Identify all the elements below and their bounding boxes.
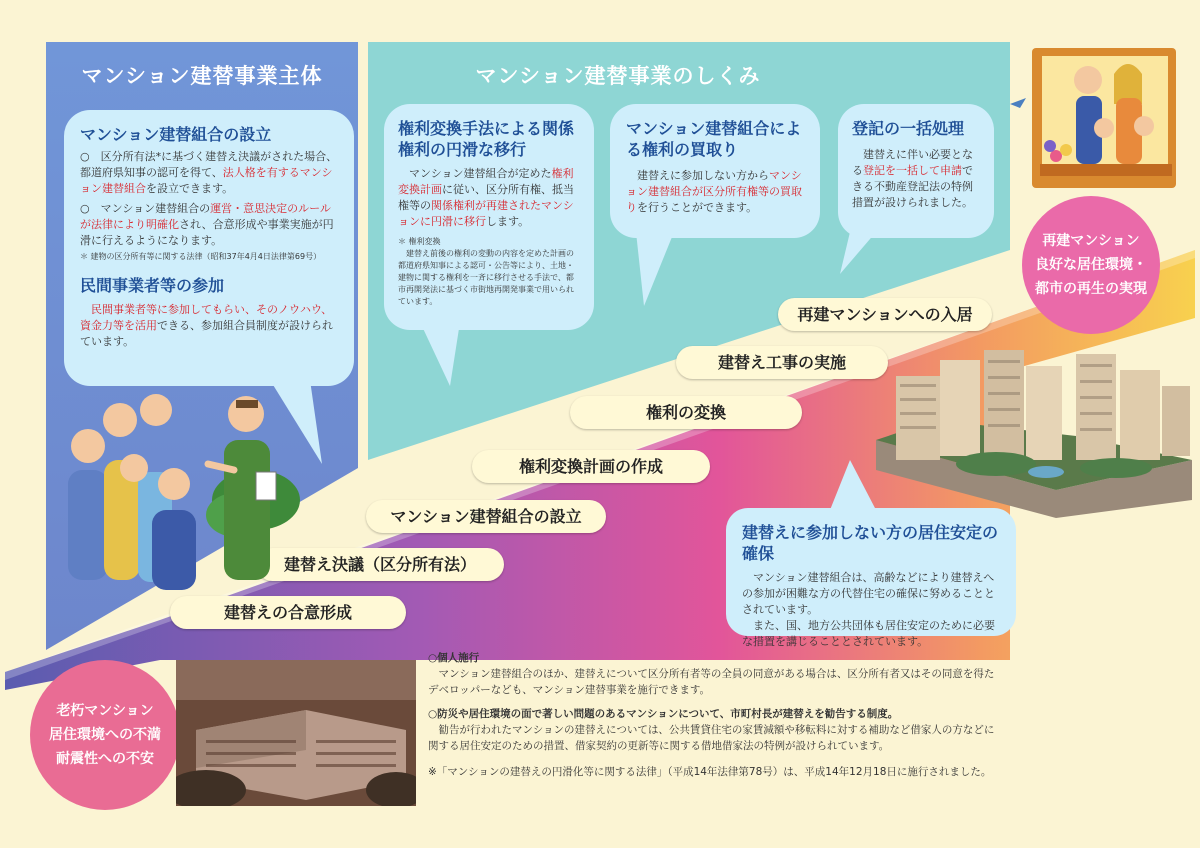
bottom-notes: [428, 650, 1000, 780]
heading-residence-stability: 建替えに参加しない方の居住安定の確保: [742, 523, 999, 563]
aging-mansion-photo: [176, 660, 416, 806]
cloud-rights-conversion: [384, 104, 594, 330]
note-individual-body: マンション建替組合のほか、建替えについて区分所有者等の全員の同意がある場合は、区分所有者又はその同意を得たデベロッパーなども、マンション建替事業を施行できます。: [428, 668, 995, 696]
left-column-title: マンション建替事業主体: [81, 64, 323, 88]
item-union-establish: ○ 区分所有法*に基づく建替え決議がされた場合、都道府県知事の認可を得て、法人格を有するマンション建替組合を設立できます。: [80, 150, 338, 195]
body-registration: 建替えに伴い必要となる登記を一括して申請できる不動産登記法の特例措置が設けられました。: [852, 148, 973, 209]
item-private-participation: 民間事業者等に参加してもらい、そのノウハウ、資金力等を活用できる、参加組合員制度が設けられています。: [80, 303, 333, 348]
heading-private-participation: 民間事業者等の参加: [80, 276, 225, 295]
law-note: ＊ 建物の区分所有等に関する法律（昭和37年4月4日法律第69号）: [80, 252, 322, 261]
step-union-establish: マンション建替組合の設立: [366, 500, 606, 533]
circle-top-line1: 再建マンション: [1042, 233, 1140, 249]
heading-rights-purchase: マンション建替組合による権利の買取り: [626, 119, 802, 159]
right-column-title: マンション建替事業のしくみ: [475, 64, 761, 88]
circle-bottom-line2: 居住環境への不満: [49, 727, 161, 743]
note-recommendation-title: ○防災や居住環境の面で著しい問題のあるマンションについて、市町村長が建替えを勧告する制度。: [428, 708, 899, 720]
cloud-a-tail: [420, 322, 470, 392]
heading-registration: 登記の一括処理: [852, 119, 965, 138]
body-rights-purchase: 建替えに参加しない方からマンション建替組合が区分所有権等の買取りを行うことができます。: [626, 169, 802, 214]
step-construction: 建替え工事の実施: [676, 346, 888, 379]
circle-rebuilt-mansion: [1022, 196, 1160, 334]
rebuilt-mansion-photo: [876, 340, 1192, 518]
circle-aging-mansion: [30, 660, 180, 810]
family-illustration: [1010, 44, 1180, 194]
circle-bottom-line3: 耐震性への不安: [56, 751, 154, 767]
left-cloud: [64, 110, 354, 386]
step-resolution: 建替え決議（区分所有法）: [256, 548, 504, 581]
note-title-rights-conversion: ＊ 権利変換: [398, 237, 441, 246]
body-rights-conversion: マンション建替組合が定めた権利変換計画に従い、区分所有権、抵当権等の関係権利が再建されたマンションに円滑に移行します。: [398, 167, 574, 228]
circle-top-line2: 良好な居住環境・: [1035, 257, 1147, 273]
body-residence-stability-2: また、国、地方公共団体も居住安定のために必要な措置を講じることとされています。: [742, 619, 995, 648]
note-law-enforcement: ※「マンションの建替えの円滑化等に関する法律」（平成14年法律第78号）は、平成14年12月18日に施行されました。: [428, 766, 992, 778]
step-move-in: 再建マンションへの入居: [778, 298, 992, 331]
circle-bottom-line1: 老朽マンション: [56, 703, 154, 719]
step-consensus: 建替えの合意形成: [170, 596, 406, 629]
cloud-b-tail: [630, 232, 680, 312]
people-illustration: [56, 380, 306, 600]
item-union-rules: ○ マンション建替組合の運営・意思決定のルールが法律により明確化され、合意形成や事業実施が円滑に行えるようになります。: [80, 202, 334, 247]
note-body-rights-conversion: 建替え前後の権利の変動の内容を定めた計画の都道府県知事による認可・公告等により、土地・建物に関する権利を一斉に移行させる手法で、都市再開発法に基づく市街地再開発事業で用いられています。: [398, 249, 574, 306]
step-rights-conversion: 権利の変換: [570, 396, 802, 429]
note-individual-title: ○個人施行: [428, 652, 480, 664]
body-residence-stability-1: マンション建替組合は、高齢などにより建替えへの参加が困難な方の代替住宅の確保に努めることとされています。: [742, 571, 995, 616]
cloud-rights-purchase: [610, 104, 820, 238]
cloud-c-tail: [840, 232, 880, 282]
cloud-registration: [838, 104, 994, 238]
note-recommendation-body: 勧告が行われたマンションの建替えについては、公共賃貸住宅の家賃減額や移転料に対する補助など借家人の方などに関する居住安定のための措置、借家契約の更新等に関する借地借家法の特例が設けられています。: [428, 724, 995, 752]
step-conversion-plan: 権利変換計画の作成: [472, 450, 710, 483]
heading-rights-conversion: 権利変換手法による関係権利の円滑な移行: [398, 119, 575, 159]
cloud-residence-stability: [726, 508, 1016, 648]
cloud-d-tail: [820, 460, 880, 512]
circle-top-line3: 都市の再生の実現: [1035, 281, 1147, 297]
heading-union-establish: マンション建替組合の設立: [80, 125, 272, 144]
